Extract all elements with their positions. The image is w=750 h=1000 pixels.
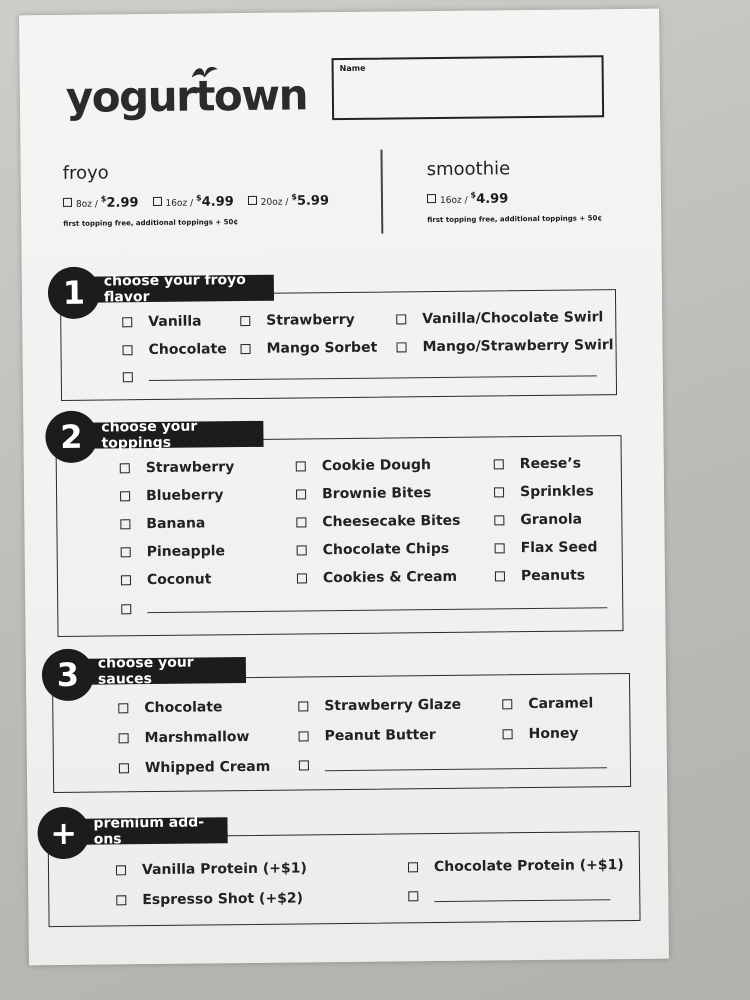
topping-option[interactable]: Brownie Bites	[296, 485, 431, 502]
checkbox[interactable]	[121, 547, 131, 557]
froyo-topping-note: first topping free, additional toppings + 50¢	[63, 218, 239, 228]
flavor-option[interactable]: Vanilla/Chocolate Swirl	[396, 309, 603, 327]
topping-option[interactable]: Sprinkles	[494, 483, 594, 500]
sauce-option[interactable]: Strawberry Glaze	[298, 697, 461, 715]
flavor-option[interactable]: Strawberry	[240, 312, 355, 329]
premium-section-title: premium add-ons	[81, 817, 227, 845]
checkbox[interactable]	[494, 487, 504, 497]
topping-option[interactable]: Cookie Dough	[296, 457, 431, 474]
topping-option[interactable]: Banana	[120, 515, 205, 532]
froyo-title: froyo	[62, 162, 109, 184]
smoothie-size-options	[427, 190, 522, 207]
checkbox[interactable]	[119, 733, 129, 743]
checkbox[interactable]	[122, 317, 132, 327]
flavor-section-title: choose your froyo flavor	[92, 275, 274, 303]
checkbox[interactable]	[63, 198, 72, 207]
smoothie-topping-note: first topping free, additional toppings + 50¢	[427, 214, 603, 225]
sauce-option[interactable]: Chocolate	[118, 699, 222, 716]
leaf-icon	[190, 63, 220, 79]
checkbox[interactable]	[296, 489, 306, 499]
checkbox[interactable]	[118, 703, 128, 713]
flavor-option[interactable]: Chocolate	[122, 341, 226, 358]
checkbox[interactable]	[240, 344, 250, 354]
checkbox[interactable]	[297, 573, 307, 583]
sauce-option[interactable]: Caramel	[502, 695, 593, 712]
flavor-option[interactable]: Vanilla	[122, 313, 201, 330]
checkbox[interactable]	[494, 459, 504, 469]
flavor-other-checkbox[interactable]	[123, 372, 133, 382]
checkbox[interactable]	[427, 194, 436, 203]
checkbox[interactable]	[299, 731, 309, 741]
checkbox[interactable]	[296, 517, 306, 527]
froyo-option-16oz[interactable]: 16oz / $4.99	[152, 193, 233, 210]
topping-option[interactable]: Coconut	[121, 571, 212, 588]
premium-option[interactable]: Espresso Shot (+$2)	[116, 890, 303, 908]
checkbox[interactable]	[240, 316, 250, 326]
checkbox[interactable]	[120, 491, 130, 501]
froyo-option-8oz[interactable]: 8oz / $2.99	[63, 194, 139, 211]
checkbox[interactable]	[396, 314, 406, 324]
premium-plus-badge: +	[37, 807, 90, 860]
checkbox[interactable]	[396, 342, 406, 352]
topping-option[interactable]: Cheesecake Bites	[296, 513, 460, 531]
smoothie-option-16oz[interactable]: 16oz / $4.99	[427, 190, 508, 207]
name-label: Name	[339, 63, 366, 74]
checkbox[interactable]	[121, 575, 131, 585]
checkbox[interactable]	[120, 519, 130, 529]
premium-option[interactable]: Vanilla Protein (+$1)	[116, 860, 307, 878]
checkbox[interactable]	[116, 895, 126, 905]
flavor-option[interactable]: Mango/Strawberry Swirl	[396, 337, 613, 355]
checkbox[interactable]	[116, 865, 126, 875]
topping-option[interactable]: Pineapple	[121, 543, 225, 560]
checkbox[interactable]	[297, 545, 307, 555]
smoothie-title: smoothie	[426, 158, 511, 181]
sauce-option[interactable]: Honey	[503, 726, 579, 743]
checkbox[interactable]	[495, 543, 505, 553]
topping-other-checkbox[interactable]	[121, 604, 131, 614]
yogurtown-logo: yogurtown	[65, 70, 308, 122]
order-form	[19, 9, 669, 966]
sauce-other-checkbox[interactable]	[299, 760, 309, 770]
checkbox[interactable]	[494, 515, 504, 525]
topping-option[interactable]: Flax Seed	[495, 539, 598, 556]
checkbox[interactable]	[495, 571, 505, 581]
step-3-badge: 3	[42, 649, 95, 702]
checkbox[interactable]	[120, 463, 130, 473]
premium-other-checkbox[interactable]	[408, 891, 418, 901]
checkbox[interactable]	[503, 729, 513, 739]
checkbox[interactable]	[248, 196, 257, 205]
sauce-option[interactable]: Marshmallow	[119, 729, 250, 746]
checkbox[interactable]	[296, 461, 306, 471]
step-1-badge: 1	[48, 267, 101, 320]
topping-option[interactable]: Peanuts	[495, 567, 585, 584]
checkbox[interactable]	[298, 701, 308, 711]
sauce-option[interactable]: Whipped Cream	[119, 759, 271, 777]
name-field[interactable]	[332, 55, 605, 120]
topping-option[interactable]: Blueberry	[120, 487, 224, 504]
checkbox[interactable]	[119, 763, 129, 773]
checkbox[interactable]	[123, 345, 133, 355]
flavor-option[interactable]: Mango Sorbet	[240, 340, 377, 357]
toppings-section-title: choose your toppings	[89, 421, 263, 449]
checkbox[interactable]	[152, 197, 161, 206]
sauce-option[interactable]: Peanut Butter	[299, 727, 436, 744]
step-2-badge: 2	[45, 411, 98, 464]
topping-option[interactable]: Reese’s	[494, 456, 581, 473]
checkbox[interactable]	[502, 699, 512, 709]
topping-option[interactable]: Strawberry	[120, 459, 235, 476]
premium-option[interactable]: Chocolate Protein (+$1)	[408, 857, 624, 875]
pricing-divider	[380, 150, 382, 234]
topping-option[interactable]: Cookies & Cream	[297, 569, 457, 587]
topping-option[interactable]: Chocolate Chips	[297, 541, 450, 559]
sauces-section-title: choose your sauces	[86, 657, 246, 685]
topping-option[interactable]: Granola	[494, 512, 582, 529]
froyo-option-20oz[interactable]: 20oz / $5.99	[248, 192, 329, 209]
froyo-size-options	[63, 192, 343, 211]
checkbox[interactable]	[408, 862, 418, 872]
